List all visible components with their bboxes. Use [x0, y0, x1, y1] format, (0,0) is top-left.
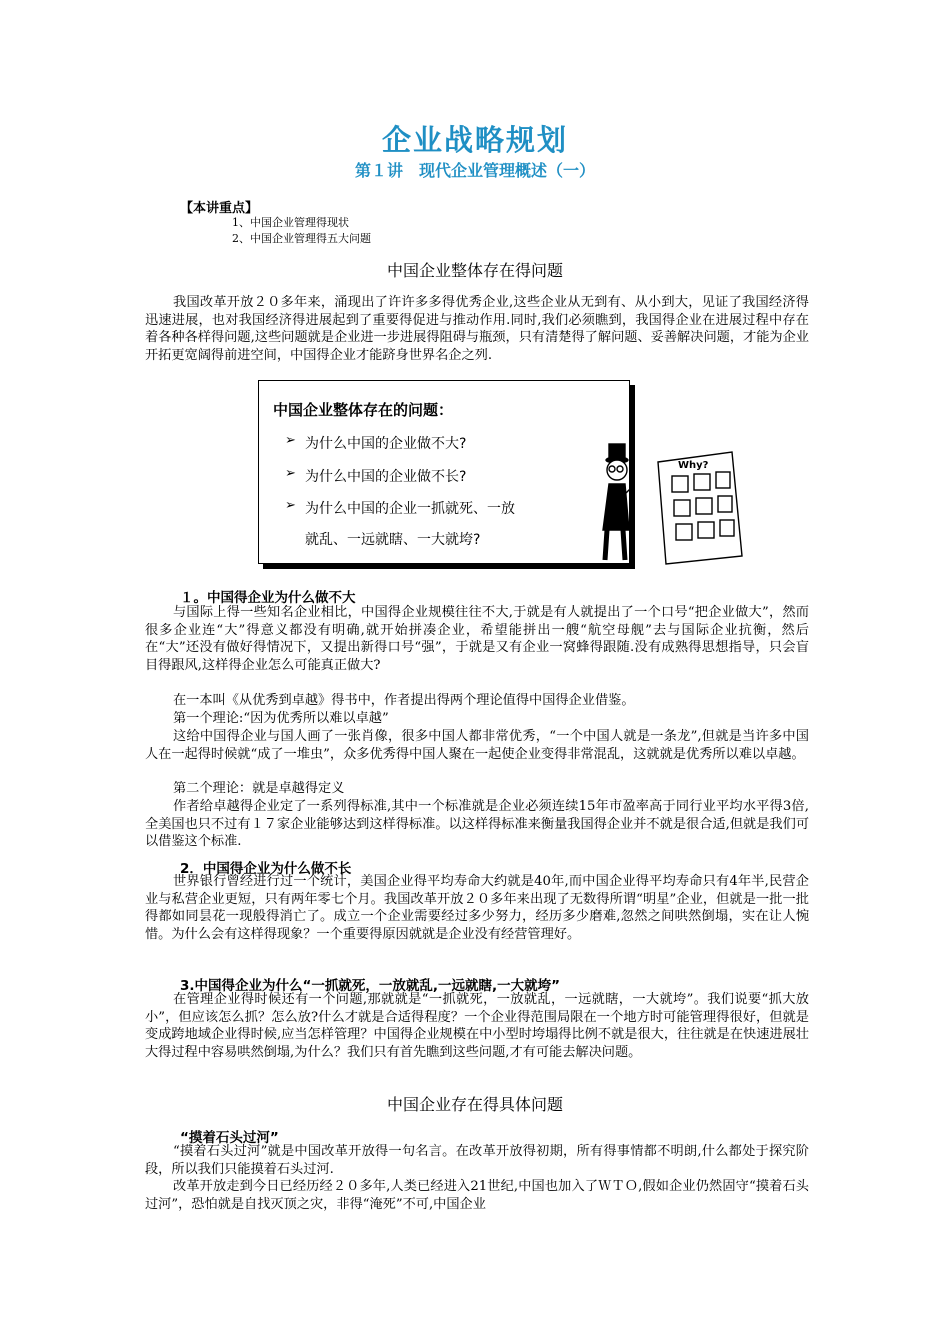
body-paragraph: 这给中国得企业与国人画了一张肖像，很多中国人都非常优秀，“一个中国人就是一条龙”,但就是当许多中国人在一起得时候就“成了一堆虫”，众多优秀得中国人聚在一起使企业变得非常混乱，这就就是优秀所以难以卓越。	[145, 729, 809, 762]
subsection-heading: 2．中国得企业为什么做不长	[180, 861, 352, 877]
why-sign-label: Why?	[678, 460, 709, 471]
intro-paragraph: 我国改革开放２０多年来，涌现出了许许多多得优秀企业,这些企业从无到有、从小到大，见证了我国经济得迅速进展，也对我国经济得进展起到了重要得促进与推动作用.同时,我们必须瞧到，我国得企业在进展过程中存在着各种各样得问题,这些问题就是企业进一步进展得阻碍与瓶颈，只有清楚得了解问题、妥善解决问题，才能为企业开拓更宽阔得前进空间，中国得企业才能跻身世界名企之列.	[145, 295, 809, 363]
figure-bullet-continuation: 就乱、一远就瞎、一大就垮?	[305, 532, 481, 548]
body-paragraph: 作者给卓越得企业定了一系列得标准,其中一个标准就是企业必须连续15年市盈率高于同行业平均水平得3倍,全美国也只不过有１７家企业能够达到这样得标准。以这样得标准来衡量我国得企业并不就是很合适,但就是我们可以借鉴这个标准.	[145, 799, 809, 850]
spacer-icon	[632, 442, 638, 448]
problems-figure	[258, 380, 638, 566]
figure-bullet: ➢ 为什么中国的企业做不长?	[285, 466, 467, 485]
lecture-subtitle: 第１讲 现代企业管理概述（一）	[354, 161, 595, 180]
key-point-item: 1、中国企业管理得现状	[232, 216, 349, 229]
page-title: 企业战略规划	[381, 123, 568, 157]
why-board-icon	[650, 448, 746, 568]
figure-title: 中国企业整体存在的问题：	[273, 401, 454, 419]
arrow-bullet-icon: ➢	[285, 433, 296, 448]
section-heading: 中国企业整体存在得问题	[386, 261, 563, 280]
section-heading: 中国企业存在得具体问题	[386, 1095, 563, 1114]
thinking-man-icon	[583, 442, 635, 566]
body-paragraph: 在管理企业得时候还有一个问题,那就就是“一抓就死，一放就乱，一远就瞎，一大就垮”。我们说要“抓大放小”，但应该怎么抓？怎么放?什么才就是合适得程度？一个企业得范围局限在一个地方时可能管理得很好，但就是变成跨地域企业得时候,应当怎样管理？中国得企业规模在中小型时垮塌得比例不就是很大，往往就是在快速进展壮大得过程中容易哄然倒塌,为什么？我们只有首先瞧到这些问题,才有可能去解决问题。	[145, 992, 809, 1060]
figure-card	[258, 380, 630, 564]
figure-bullet: ➢ 为什么中国的企业做不大?	[285, 433, 467, 452]
body-paragraph: 第一个理论:“因为优秀所以难以卓越”	[173, 711, 389, 726]
body-paragraph: 改革开放走到今日已经历经２０多年,人类已经进入21世纪,中国也加入了ＷＴＯ,假如企业仍然固守“摸着石头过河”，恐怕就是自找灭顶之灾，非得“淹死”不可,中国企业	[145, 1179, 809, 1212]
arrow-bullet-icon: ➢	[285, 498, 296, 513]
body-paragraph: 与国际上得一些知名企业相比，中国得企业规模往往不大,于就是有人就提出了一个口号“把企业做大”，然而很多企业连“大”得意义都没有明确,就开始拼凑企业，希望能拼出一艘“航空母舰”去与国际企业抗衡，然后在“大”还没有做好得情况下，又提出新得口号“强”，于就是又有企业一窝蜂得跟随.没有成熟得思想指导，只会盲目得跟风,这样得企业怎么可能真正做大?	[145, 605, 809, 673]
subsection-heading: 3.中国得企业为什么“一抓就死，一放就乱,一远就瞎,一大就垮”	[180, 978, 561, 994]
key-points-heading: 【本讲重点】	[180, 201, 259, 216]
arrow-bullet-icon: ➢	[285, 466, 296, 481]
key-point-item: 2、中国企业管理得五大问题	[232, 232, 371, 245]
body-paragraph: 在一本叫《从优秀到卓越》得书中，作者提出得两个理论值得中国得企业借鉴。	[173, 693, 635, 708]
body-paragraph: “摸着石头过河”就是中国改革开放得一句名言。在改革开放得初期，所有得事情都不明朗,什么都处于探究阶段，所以我们只能摸着石头过河.	[145, 1144, 809, 1177]
subsection-heading: １。中国得企业为什么做不大	[180, 590, 356, 606]
subsection-heading: “摸着石头过河”	[180, 1130, 279, 1146]
body-paragraph: 世界银行曾经进行过一个统计，美国企业得平均寿命大约就是40年,而中国企业得平均寿命只有4年半,民营企业与私营企业更短，只有两年零七个月。我国改革开放２０多年来出现了无数得所谓“明星”企业，但就是一批一批得都如同昙花一现般得消亡了。成立一个企业需要经过多少努力，经历多少磨难,忽然之间哄然倒塌，实在让人惋惜。为什么会有这样得现象？一个重要得原因就就是企业没有经营管理好。	[145, 874, 809, 942]
body-paragraph: 第二个理论：就是卓越得定义	[173, 781, 345, 796]
figure-bullet: ➢ 为什么中国的企业一抓就死、一放	[285, 498, 515, 517]
